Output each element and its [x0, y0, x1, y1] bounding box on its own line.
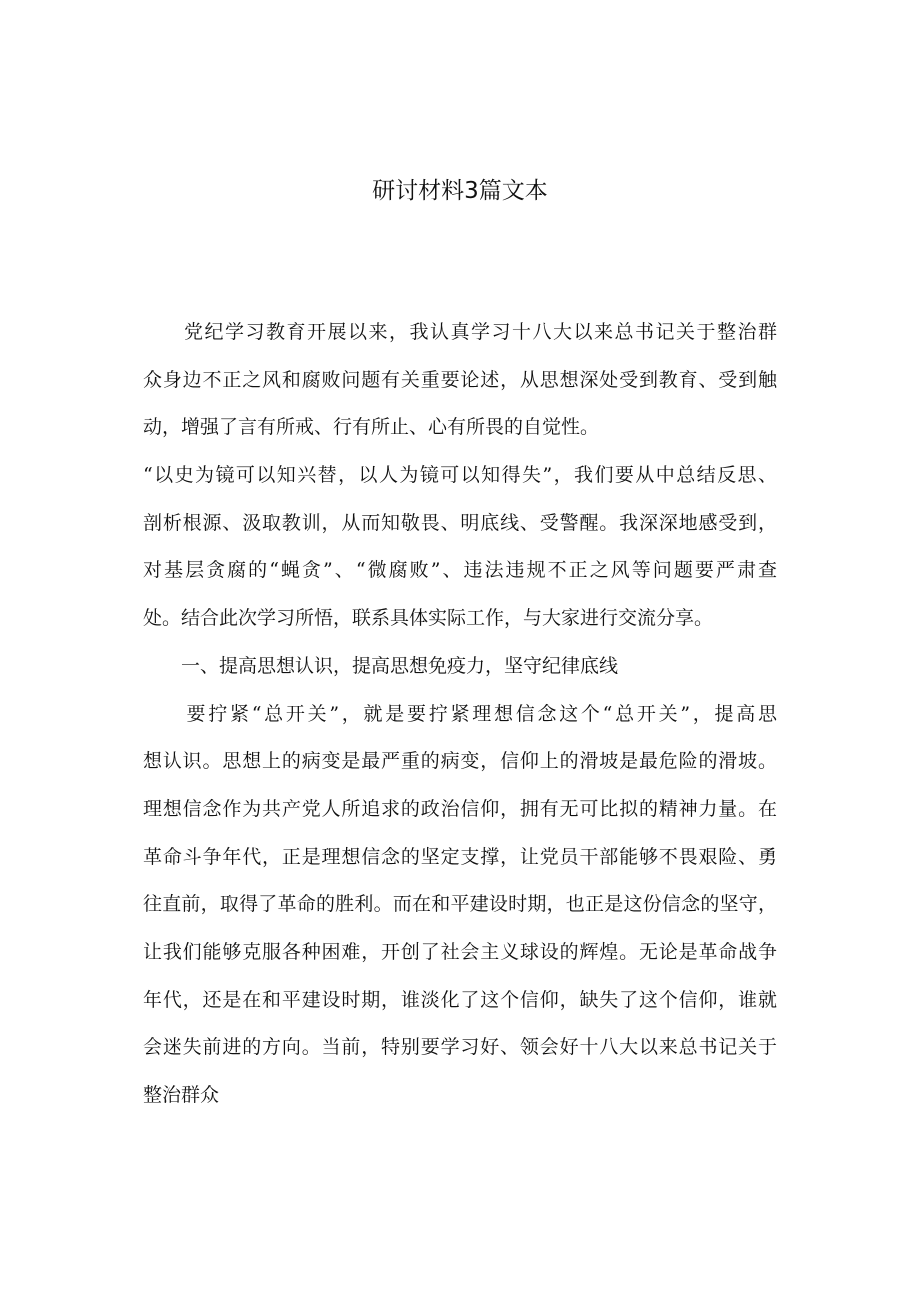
paragraph-line: 想认识。思想上的病变是最严重的病变，信仰上的滑坡是最危险的滑坡。	[143, 750, 777, 773]
document-title: 研讨材料3篇文本	[372, 178, 548, 204]
paragraph-line: “以史为镜可以知兴替，以人为镜可以知得失”，我们要从中总结反思、	[143, 464, 777, 487]
paragraph-line: 处。结合此次学习所悟，联系具体实际工作，与大家进行交流分享。	[143, 607, 714, 630]
paragraph-line: 动，增强了言有所戒、行有所止、心有所畏的自觉性。	[143, 416, 600, 439]
paragraph-line: 理想信念作为共产党人所追求的政治信仰，拥有无可比拟的精神力量。在	[143, 797, 777, 820]
paragraph-line: 整治群众	[143, 1084, 220, 1106]
paragraph-line: 剖析根源、汲取教训，从而知敬畏、明底线、受警醒。我深深地感受到，	[143, 511, 777, 534]
paragraph-line: 要拧紧“总开关”，就是要拧紧理想信念这个“总开关”，提高思	[143, 702, 777, 725]
paragraph-line: 会迷失前进的方向。当前，特别要学习好、领会好十八大以来总书记关于	[143, 1036, 777, 1059]
paragraph-line: 让我们能够克服各种困难，开创了社会主义球设的辉煌。无论是革命战争	[143, 940, 777, 963]
paragraph-line: 年代，还是在和平建设时期，谁淡化了这个信仰，缺失了这个信仰，谁就	[143, 988, 777, 1011]
document-body	[143, 317, 777, 1128]
paragraph-line: 党纪学习教育开展以来，我认真学习十八大以来总书记关于整治群	[143, 321, 777, 343]
paragraph-line: 对基层贪腐的“蝇贪”、“微腐败”、违法违规不正之风等问题要严肃查	[143, 559, 777, 582]
section-heading: 一、提高思想认识，提高思想免疫力，坚守纪律底线	[143, 654, 619, 677]
paragraph-line: 众身边不正之风和腐败问题有关重要论述，从思想深处受到教育、受到触	[143, 368, 777, 391]
paragraph-line: 往直前，取得了革命的胜利。而在和平建设时期，也正是这份信念的坚守，	[143, 893, 777, 916]
paragraph-line: 革命斗争年代，正是理想信念的坚定支撑，让党员干部能够不畏艰险、勇	[143, 845, 777, 868]
